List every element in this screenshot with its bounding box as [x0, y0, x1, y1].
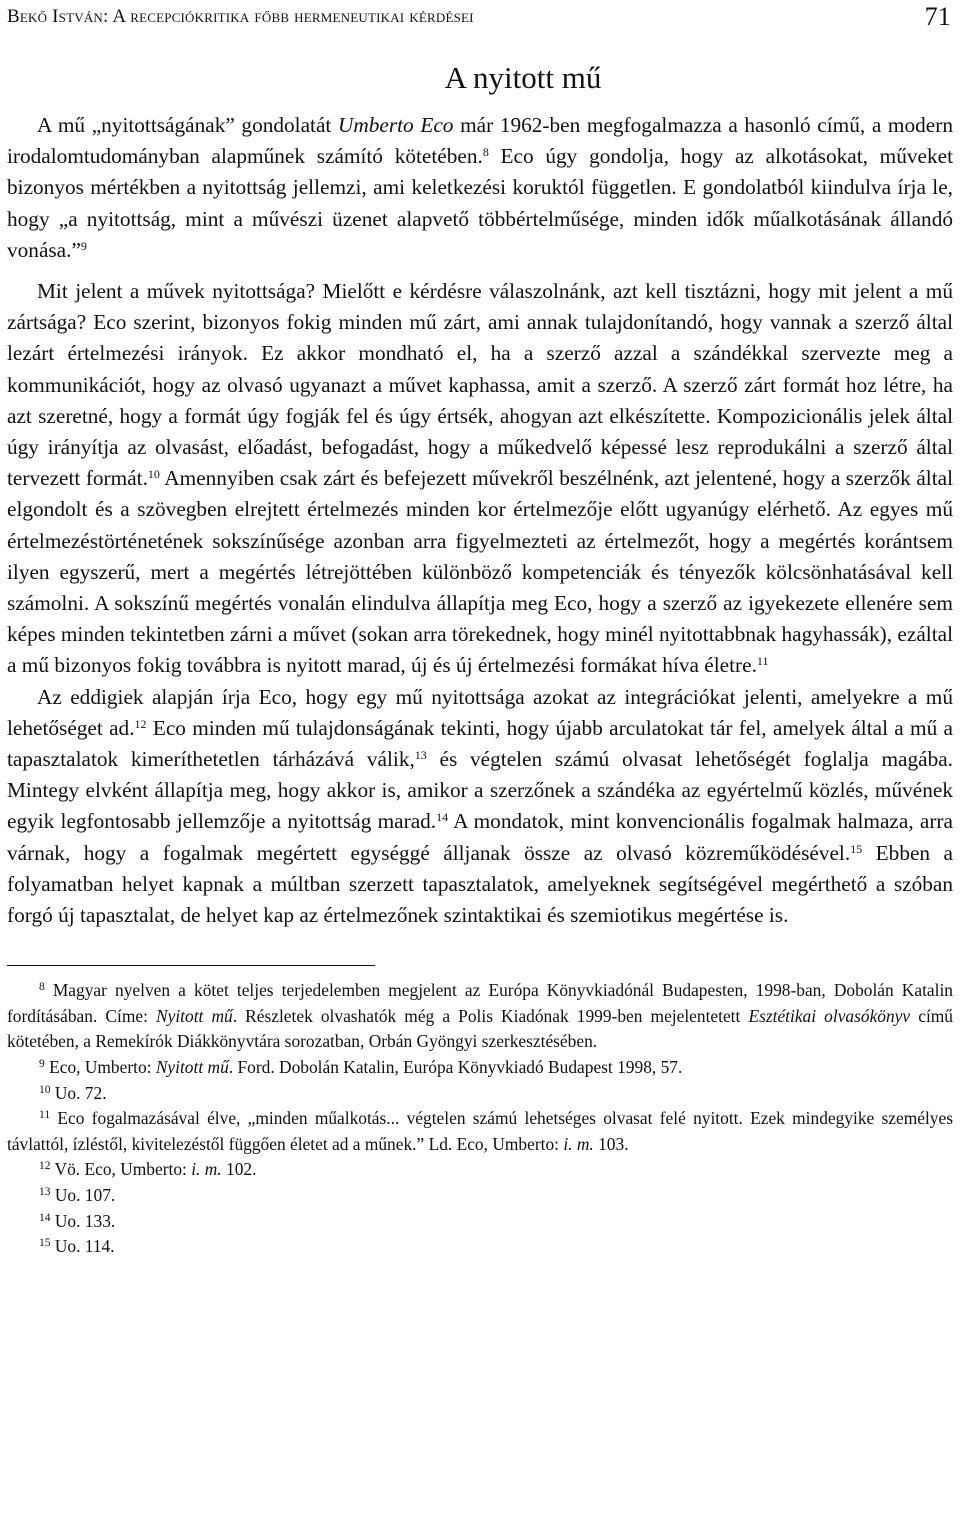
- footnote-number: 15: [39, 1237, 51, 1250]
- footnotes: [7, 978, 953, 1260]
- paragraph: [7, 110, 953, 266]
- footnote-11: [7, 1106, 953, 1157]
- footnote-number: 14: [39, 1211, 51, 1224]
- text-run: Ebben a folyamatban helyet kapnak a múltban szerzett tapasztalatok, amelyeknek segítségével megérthető a szóban forgó új tapasztalat, de helyet kap az értelmezőnek szintaktikai és szemiotikus megértése is.: [7, 840, 953, 928]
- text-run: Amennyiben csak zárt és befejezett művekről beszélnénk, azt jelentené, hogy a szerzők által elgondolt és a szövegben elrejtett értelmezés minden kor értelmezője előtt ugyanúgy elérhető. Az egyes mű értelmezéstörténetének sokszínűsége azonban arra figyelmezteti az értelmezőt, hogy a megértés korántsem ilyen egyszerű, mert a megértés létrejöttében különböző kompetenciák és tényezők kölcsönhatásával kell számolni. A sokszínű megértés vonalán elindulva állapítja meg Eco, hogy a szerző az igyekezete ellenére sem képes minden tekintetben zárni a művet (sokan arra törekednek, hogy minél nyitottabbnak hagyhassák), ezáltal a mű bizonyos fokig továbbra is nyitott marad, új és új értelmezési formákat híva életre.: [7, 466, 953, 678]
- footnote-text: Magyar nyelven a kötet teljes terjedelemben megjelent az Európa Könyvkiadónál Budapesten, 1998-ban, Dobolán Katalin fordításában. Címe:: [7, 980, 953, 1026]
- author-name: Umberto Eco: [337, 113, 454, 137]
- text-run: Eco úgy gondolja, hogy az alkotásokat, műveket bizonyos mértékben a nyitottság jellemzi, ami keletkezési koruktól független. E gondolatból kiindulva írja le, hogy „a nyitottság, mint a művészi üzenet alapvető többértelműsége, minden idők műalkotásának állandó vonása.”: [7, 144, 954, 262]
- paragraph: [7, 276, 953, 682]
- footnote-9: [7, 1055, 953, 1081]
- body-text: [7, 110, 953, 931]
- footnote-text: Vö. Eco, Umberto:: [50, 1159, 192, 1180]
- footnote-ref[interactable]: 9: [80, 238, 87, 253]
- paragraph: [7, 682, 953, 932]
- footnote-ref[interactable]: 13: [414, 748, 427, 763]
- footnote-number: 13: [39, 1186, 51, 1199]
- citation-abbrev: i. m.: [191, 1159, 222, 1180]
- page: [7, 0, 953, 1260]
- citation-abbrev: i. m.: [563, 1133, 594, 1154]
- running-header: [7, 4, 953, 36]
- book-title: Esztétikai olvasókönyv: [748, 1005, 911, 1026]
- footnote-number: 11: [39, 1109, 51, 1122]
- book-title: Nyitott mű: [156, 1005, 233, 1026]
- page-number: 71: [924, 2, 951, 31]
- footnote-ref[interactable]: 11: [756, 654, 769, 669]
- text-run: Eco minden mű tulajdonságának tekinti, hogy újabb arculatokat tár fel, amelyek által a mű a tapasztalatok kimeríthetetlen tárházává válik,: [7, 715, 953, 772]
- footnote-ref[interactable]: 10: [147, 467, 160, 482]
- footnote-text: Uo. 133.: [50, 1210, 116, 1231]
- footnote-text: 103.: [593, 1133, 629, 1154]
- footnote-text: Eco fogalmazásával élve, „minden műalkotás... végtelen számú lehetséges olvasat felé nyitott. Ezek mindegyike személyes távlattól, ízléstől, kivitelezéstől függően életet ad a műnek.” Ld. Eco, Umberto:: [7, 1108, 953, 1154]
- text-run: Az eddigiek alapján írja Eco, hogy egy mű nyitottsága azokat az integrációkat jelenti, amelyekre a mű lehetőséget ad.: [7, 684, 953, 740]
- footnote-12: [7, 1157, 953, 1183]
- footnote-text: . Ford. Dobolán Katalin, Európa Könyvkiadó Budapest 1998, 57.: [228, 1057, 683, 1078]
- text-run: már 1962-ben megfogalmazza a hasonló című, a modern irodalomtudományban alapműnek számító kötetében.: [7, 113, 953, 169]
- book-title: Nyitott mű: [155, 1057, 229, 1078]
- footnote-15: [7, 1234, 953, 1260]
- footnote-13: [7, 1183, 953, 1209]
- footnote-text: című kötetében, a Remekírók Diákkönyvtára sorozatban, Orbán Gyöngyi szerkesztésében.: [7, 1005, 953, 1052]
- footnote-ref[interactable]: 8: [482, 145, 489, 160]
- footnote-number: 9: [39, 1058, 45, 1071]
- footnote-8: [7, 978, 953, 1055]
- footnote-number: 12: [39, 1160, 51, 1173]
- footnote-10: [7, 1081, 953, 1107]
- footnote-text: Uo. 114.: [50, 1236, 115, 1257]
- running-title: Bekő István: A recepciókritika főbb hermeneutikai kérdései: [7, 6, 474, 27]
- footnote-number: 10: [39, 1083, 51, 1096]
- text-run: és végtelen számú olvasat lehetőségét foglalja magába. Mintegy elvként állapítja meg, hogy akkor is, amikor a szerzőnek a szándéka az egyértelmű közlés, művének egyik legfontosabb jellemzője a nyitottság marad.: [7, 747, 954, 834]
- text-run: Mit jelent a művek nyitottsága? Mielőtt e kérdésre válaszolnánk, azt kell tisztázni, hogy mit jelent a mű zártsága? Eco szerint, bizonyos fokig minden mű zárt, ami annak tulajdonítandó, hogy vannak a szerző által lezárt értelmezési irányok. Ez akkor mondható el, ha a szerző azzal a szándékkal szervezte meg a kommunikációt, hogy az olvasó ugyanazt a művet kaphassa, amit a szerző. A szerző zárt formát hoz létre, ha azt szeretné, hogy a formát úgy fogják fel és úgy értsék, ahogyan azt elkészítette. Kompozicionális jelek által úgy irányítja az olvasást, előadást, befogadást, hogy a műkedvelő képessé lesz reprodukálni a szerző által tervezett formát.: [7, 279, 953, 491]
- footnote-number: 8: [39, 981, 45, 994]
- text-run: A mű „nyitottságának” gondolatát: [37, 113, 338, 137]
- footnote-text: Uo. 72.: [50, 1082, 107, 1103]
- footnote-text: 102.: [221, 1159, 257, 1180]
- footnote-text: Uo. 107.: [50, 1185, 116, 1206]
- section-title: A nyitott mű: [444, 60, 602, 95]
- footnote-divider: [7, 965, 375, 966]
- text-run: A mondatok, mint konvencionális fogalmak halmaza, arra várnak, hogy a fogalmak megértett egységgé álljanak össze az olvasó közreműködésével.: [7, 809, 953, 865]
- footnote-text: Eco, Umberto:: [44, 1057, 156, 1078]
- footnote-text: . Részletek olvashatók még a Polis Kiadónak 1999-ben mejelentetett: [232, 1005, 749, 1026]
- footnote-ref[interactable]: 14: [436, 810, 449, 825]
- footnote-14: [7, 1209, 953, 1235]
- footnote-ref[interactable]: 15: [850, 841, 863, 856]
- footnote-ref[interactable]: 12: [134, 716, 147, 731]
